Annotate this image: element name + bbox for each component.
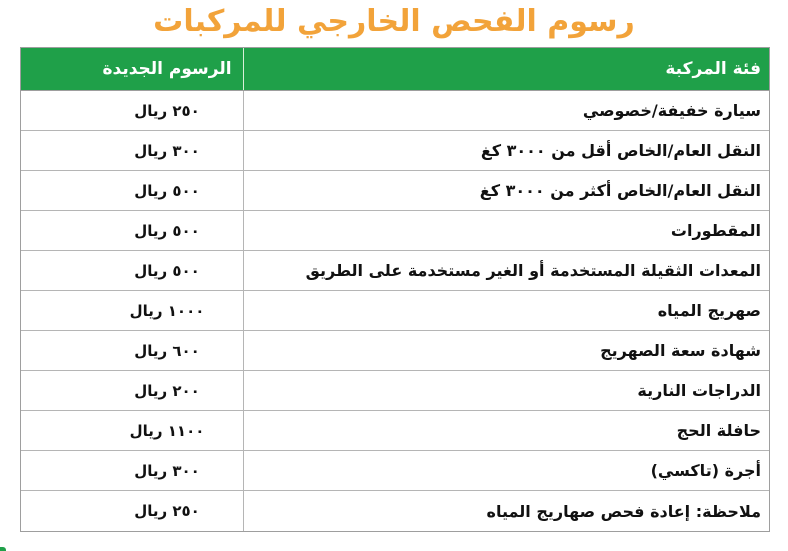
row-fee-value: ٢٥٠ ريال: [134, 101, 200, 120]
row-category: النقل العام/الخاص أقل من ٣٠٠٠ كغ: [243, 131, 769, 170]
table-row: [21, 251, 769, 291]
row-fee: [21, 411, 243, 450]
row-fee: [21, 211, 243, 250]
row-fee: [21, 451, 243, 490]
table-row: [21, 331, 769, 371]
row-fee-value: ٥٠٠ ريال: [134, 221, 200, 240]
row-fee-value: ٥٠٠ ريال: [134, 181, 200, 200]
row-fee-value: ٣٠٠ ريال: [134, 461, 200, 480]
page-title: رسوم الفحص الخارجي للمركبات: [153, 4, 635, 39]
table-row: [21, 451, 769, 491]
header-category: فئة المركبة: [243, 48, 769, 90]
row-fee-value: ١١٠٠ ريال: [129, 421, 205, 440]
row-fee: [21, 171, 243, 210]
row-fee-value: ٣٠٠ ريال: [134, 141, 200, 160]
row-fee-value: ٢٠٠ ريال: [134, 381, 200, 400]
row-category: المقطورات: [243, 211, 769, 250]
row-fee: [21, 371, 243, 410]
row-fee: [21, 291, 243, 330]
header-fee-label: الرسوم الجديدة: [102, 59, 232, 79]
row-category: ملاحظة: إعادة فحص صهاريج المياه: [243, 491, 769, 531]
row-fee: [21, 251, 243, 290]
row-category: صهريج المياه: [243, 291, 769, 330]
table-row: [21, 291, 769, 331]
row-category: المعدات الثقيلة المستخدمة أو الغير مستخدمة على الطريق: [243, 251, 769, 290]
table-row: [21, 211, 769, 251]
table-row: [21, 171, 769, 211]
row-category: أجرة (تاكسي): [243, 451, 769, 490]
row-fee-value: ٢٥٠ ريال: [134, 502, 200, 520]
row-category: سيارة خفيفة/خصوصي: [243, 91, 769, 130]
table-row: [21, 371, 769, 411]
row-fee: [21, 491, 243, 531]
row-fee-value: ٦٠٠ ريال: [134, 341, 200, 360]
row-fee-value: ١٠٠٠ ريال: [129, 301, 205, 320]
row-category: الدراجات النارية: [243, 371, 769, 410]
row-fee: [21, 91, 243, 130]
row-fee: [21, 331, 243, 370]
table-row: [21, 131, 769, 171]
row-fee-value: ٥٠٠ ريال: [134, 261, 200, 280]
table-row: [21, 491, 769, 531]
table-header-row: [21, 48, 769, 91]
fees-table: [20, 47, 770, 532]
row-category: شهادة سعة الصهريج: [243, 331, 769, 370]
corner-decoration: [0, 547, 6, 551]
row-category: حافلة الحج: [243, 411, 769, 450]
row-fee: [21, 131, 243, 170]
table-row: [21, 91, 769, 131]
header-fee: [21, 48, 243, 90]
row-category: النقل العام/الخاص أكثر من ٣٠٠٠ كغ: [243, 171, 769, 210]
table-row: [21, 411, 769, 451]
